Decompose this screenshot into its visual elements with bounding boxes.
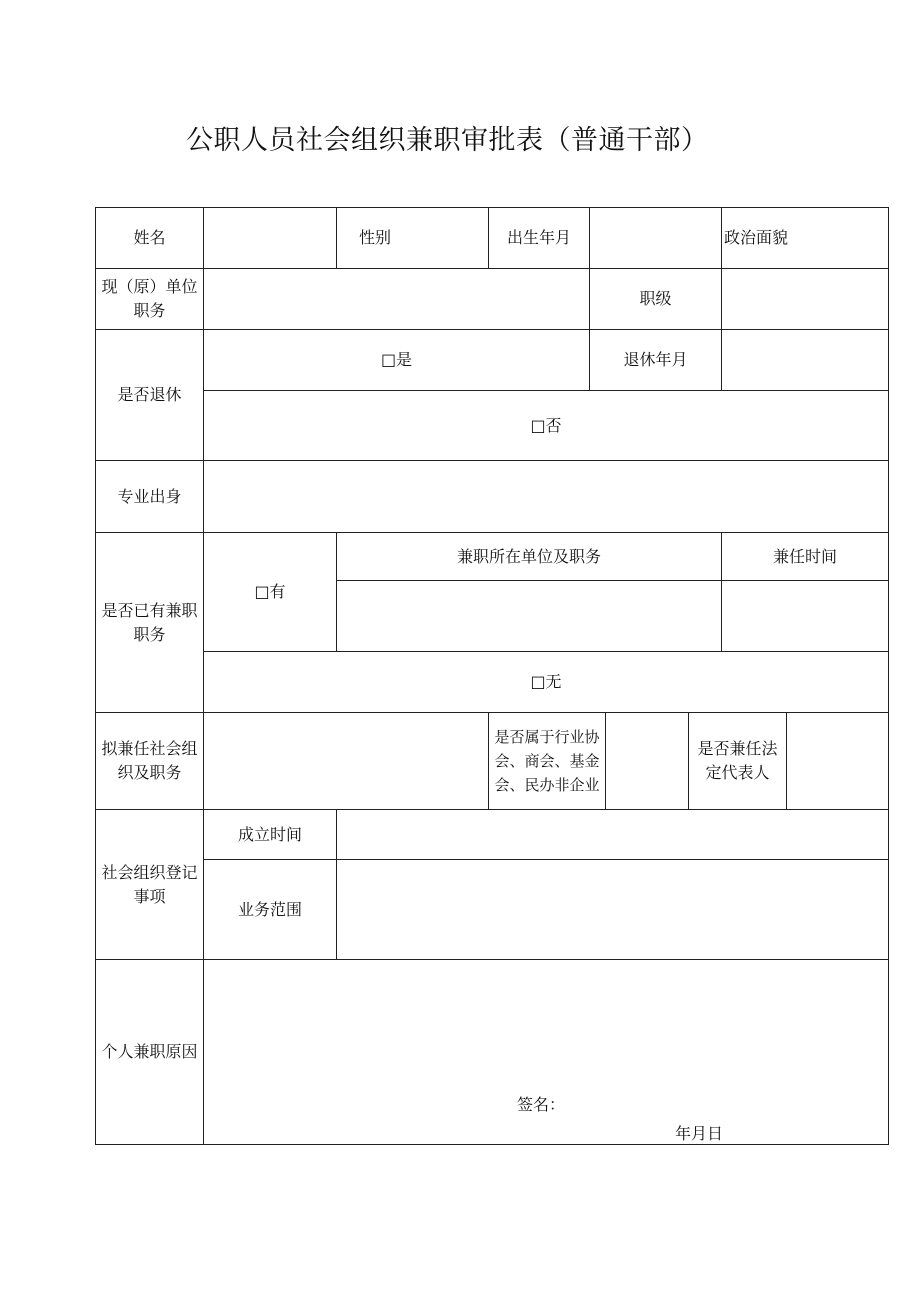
- field-retire-date[interactable]: [721, 329, 889, 391]
- date-label: 年月日: [675, 1124, 724, 1143]
- field-proposed-org[interactable]: [203, 712, 489, 810]
- field-parttime-unit[interactable]: [336, 580, 722, 652]
- checkbox-retired-yes[interactable]: □是: [203, 329, 590, 391]
- approval-form: [95, 207, 889, 1145]
- label-is-legal-rep: 是否兼任法定代表人: [688, 712, 787, 810]
- label-proposed-org: 拟兼任社会组织及职务: [95, 712, 204, 810]
- label-reason: 个人兼职原因: [95, 959, 204, 1145]
- signature-label: 签名：: [517, 1095, 566, 1114]
- label-birth: 出生年月: [488, 207, 590, 269]
- field-rank[interactable]: [721, 268, 889, 330]
- field-is-legal-rep[interactable]: [786, 712, 889, 810]
- label-retire-date: 退休年月: [589, 329, 722, 391]
- field-major[interactable]: [203, 460, 889, 533]
- page-title: 公职人员社会组织兼职审批表（普通干部）: [186, 125, 709, 156]
- label-has-parttime: 是否已有兼职职务: [95, 532, 204, 713]
- label-name: 姓名: [95, 207, 204, 269]
- field-name[interactable]: [203, 207, 337, 269]
- field-scope[interactable]: [336, 859, 889, 960]
- label-rank: 职级: [589, 268, 722, 330]
- label-parttime-unit: 兼职所在单位及职务: [336, 532, 722, 581]
- field-founded[interactable]: [336, 809, 889, 860]
- label-retired: 是否退休: [95, 329, 204, 461]
- field-reason[interactable]: [203, 959, 889, 1145]
- label-scope: 业务范围: [203, 859, 337, 960]
- checkbox-has-no[interactable]: □无: [203, 651, 889, 713]
- field-parttime-time[interactable]: [721, 580, 889, 652]
- label-major: 专业出身: [95, 460, 204, 533]
- label-gender: 性别: [336, 207, 489, 269]
- label-founded: 成立时间: [203, 809, 337, 860]
- checkbox-has-yes[interactable]: □有: [203, 532, 337, 652]
- label-is-association: 是否属于行业协会、商会、基金会、民办非企业: [488, 712, 606, 810]
- label-parttime-time: 兼任时间: [721, 532, 889, 581]
- label-unit-position: 现（原）单位职务: [95, 268, 204, 330]
- label-registration: 社会组织登记事项: [95, 809, 204, 960]
- checkbox-retired-no[interactable]: □否: [203, 390, 889, 461]
- label-political: 政治面貌: [721, 207, 889, 269]
- field-birth[interactable]: [589, 207, 722, 269]
- field-unit-position[interactable]: [203, 268, 590, 330]
- field-is-association[interactable]: [605, 712, 689, 810]
